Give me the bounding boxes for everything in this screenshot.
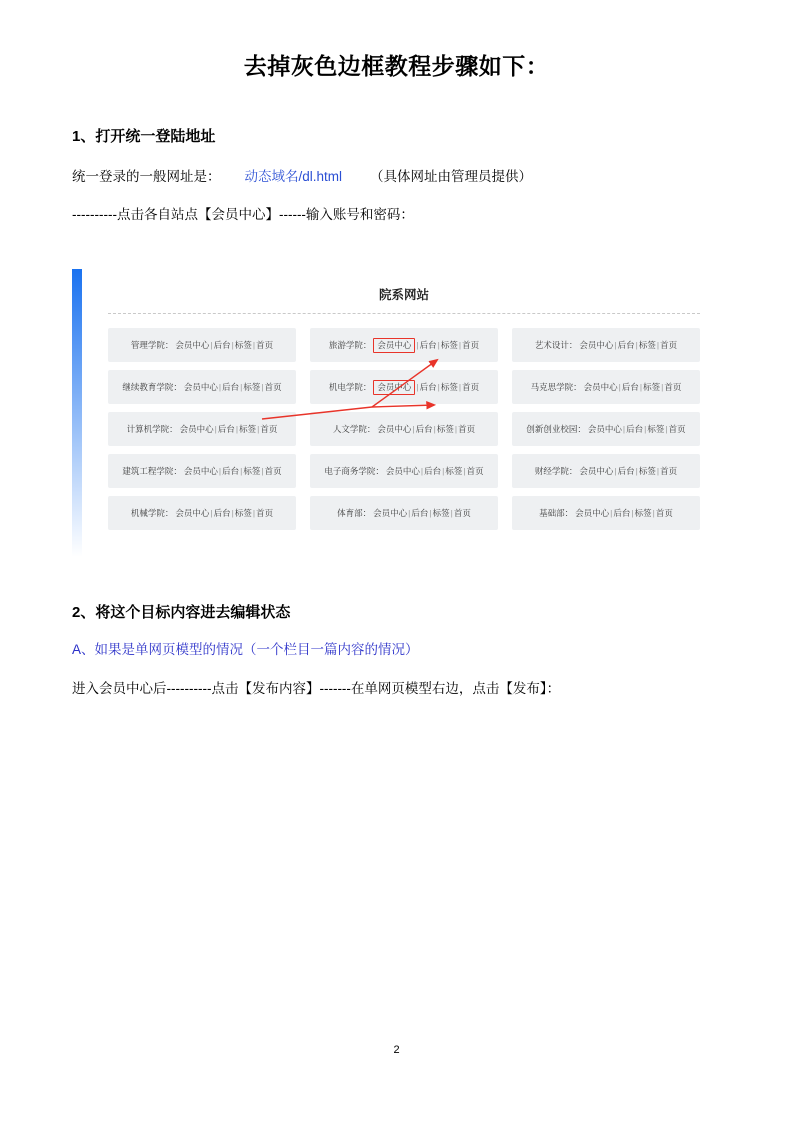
department-link[interactable]: 首页 — [462, 382, 480, 393]
department-link[interactable]: 首页 — [660, 466, 678, 477]
department-link[interactable]: 会员中心 — [175, 340, 210, 351]
link-separator: | — [644, 424, 647, 435]
link-separator: | — [240, 466, 243, 477]
link-separator: | — [416, 340, 419, 351]
department-link[interactable]: 首页 — [256, 508, 274, 519]
department-link[interactable]: 后台 — [617, 466, 635, 477]
department-label: 机电学院： — [328, 382, 372, 393]
department-link[interactable]: 首页 — [655, 508, 673, 519]
department-link[interactable]: 后台 — [411, 508, 429, 519]
department-link[interactable]: 标签 — [432, 508, 450, 519]
department-link[interactable]: 首页 — [458, 424, 476, 435]
department-link[interactable]: 标签 — [647, 424, 665, 435]
screenshot-member-portal — [72, 257, 720, 557]
page-title: 去掉灰色边框教程步骤如下： — [243, 53, 550, 79]
department-cell[interactable] — [512, 496, 700, 530]
link-separator: | — [408, 508, 411, 519]
link-separator: | — [240, 382, 243, 393]
link-separator: | — [261, 466, 264, 477]
department-link[interactable]: 后台 — [213, 508, 231, 519]
link-separator: | — [429, 508, 432, 519]
department-link[interactable]: 标签 — [234, 340, 252, 351]
department-cell[interactable] — [108, 328, 296, 362]
department-label: 基础部： — [539, 508, 574, 519]
section-2-line: 进入会员中心后----------点击【发布内容】-------在单网页模型右边，点击【发布】： — [72, 681, 561, 697]
link-separator: | — [231, 340, 234, 351]
department-link[interactable]: 后台 — [621, 382, 639, 393]
department-link-highlighted[interactable]: 会员中心 — [373, 380, 415, 395]
department-link[interactable]: 首页 — [664, 382, 682, 393]
link-separator: | — [235, 424, 239, 435]
link-separator: | — [614, 466, 617, 477]
link-separator: | — [433, 424, 436, 435]
link-separator: | — [252, 340, 256, 351]
department-link[interactable]: 后台 — [222, 466, 240, 477]
link-separator: | — [652, 508, 655, 519]
link-separator: | — [631, 508, 634, 519]
department-link[interactable]: 会员中心 — [373, 508, 408, 519]
link-separator: | — [665, 424, 668, 435]
department-link[interactable]: 后台 — [617, 340, 635, 351]
section-1-line-1 — [72, 146, 721, 190]
department-link[interactable]: 标签 — [445, 466, 463, 477]
department-link[interactable]: 首页 — [466, 466, 484, 477]
link-separator: | — [656, 340, 660, 351]
department-link[interactable]: 会员中心 — [377, 424, 412, 435]
link-separator: | — [218, 466, 222, 477]
screenshot-left-accent-bar — [72, 269, 82, 557]
section-2-blue-note: A、如果是单网页模型的情况（一个栏目一篇内容的情况） — [72, 642, 419, 658]
department-link[interactable]: 会员中心 — [579, 340, 614, 351]
department-link[interactable]: 后台 — [626, 424, 644, 435]
department-link[interactable]: 会员中心 — [175, 508, 210, 519]
department-link[interactable]: 后台 — [424, 466, 442, 477]
link-separator: | — [463, 466, 466, 477]
department-link[interactable]: 会员中心 — [575, 508, 610, 519]
department-link[interactable]: 后台 — [419, 340, 437, 351]
department-link[interactable]: 后台 — [415, 424, 433, 435]
department-link[interactable]: 标签 — [440, 340, 458, 351]
department-label: 机械学院： — [130, 508, 174, 519]
department-label: 管理学院： — [130, 340, 174, 351]
department-label: 旅游学院： — [328, 340, 372, 351]
link-separator: | — [261, 382, 264, 393]
login-url-link[interactable]: 动态域名/dl.html — [244, 169, 343, 184]
link-separator: | — [454, 424, 458, 435]
link-separator: | — [614, 340, 617, 351]
department-cell[interactable] — [108, 454, 296, 488]
department-cell[interactable] — [310, 454, 498, 488]
department-label: 马克思学院： — [530, 382, 582, 393]
link-separator: | — [231, 508, 234, 519]
section-1-line-2: ----------点击各自站点【会员中心】------输入账号和密码： — [72, 206, 414, 222]
department-link[interactable]: 首页 — [264, 382, 282, 393]
department-link[interactable]: 标签 — [243, 466, 261, 477]
department-link[interactable]: 会员中心 — [183, 466, 218, 477]
login-url-prefix: 统一登录的一般网址是： — [72, 169, 221, 184]
link-separator: | — [610, 508, 613, 519]
department-cell[interactable] — [310, 328, 498, 362]
login-url-suffix: （具体网址由管理员提供） — [370, 169, 533, 184]
link-separator: | — [252, 508, 256, 519]
link-separator: | — [635, 340, 638, 351]
department-label: 电子商务学院： — [324, 466, 384, 477]
screenshot-title: 院系网站 — [378, 288, 429, 303]
department-link[interactable]: 会员中心 — [583, 382, 618, 393]
section-1-heading: 1、打开统一登陆地址 — [72, 128, 216, 145]
link-separator: | — [639, 382, 643, 393]
department-link[interactable]: 标签 — [638, 340, 656, 351]
link-separator: | — [412, 424, 415, 435]
department-cell[interactable] — [108, 370, 296, 404]
department-link[interactable]: 首页 — [264, 466, 282, 477]
department-link[interactable]: 后台 — [613, 508, 631, 519]
department-grid — [108, 314, 700, 530]
link-separator: | — [210, 508, 213, 519]
link-separator: | — [257, 424, 260, 435]
department-link[interactable]: 首页 — [256, 340, 274, 351]
department-cell[interactable] — [512, 412, 700, 446]
screenshot-content — [108, 269, 700, 557]
department-link[interactable]: 首页 — [668, 424, 686, 435]
link-separator: | — [442, 466, 445, 477]
department-link[interactable]: 标签 — [239, 424, 257, 435]
department-link[interactable]: 会员中心 — [587, 424, 622, 435]
department-link[interactable]: 后台 — [217, 424, 235, 435]
link-separator: | — [450, 508, 453, 519]
link-separator: | — [437, 382, 440, 393]
department-link[interactable]: 会员中心 — [179, 424, 214, 435]
department-link[interactable]: 后台 — [222, 382, 240, 393]
department-cell[interactable] — [310, 370, 498, 404]
department-label: 人文学院： — [332, 424, 376, 435]
department-link[interactable]: 后台 — [419, 382, 437, 393]
department-label: 财经学院： — [534, 466, 578, 477]
department-cell[interactable] — [512, 370, 700, 404]
link-separator: | — [437, 340, 440, 351]
department-label: 建筑工程学院： — [122, 466, 182, 477]
department-cell[interactable] — [108, 412, 296, 446]
link-separator: | — [635, 466, 638, 477]
department-link[interactable]: 首页 — [660, 340, 678, 351]
department-label: 计算机学院： — [126, 424, 178, 435]
department-cell[interactable] — [512, 328, 700, 362]
link-separator: | — [458, 340, 462, 351]
department-link[interactable]: 首页 — [462, 340, 480, 351]
department-label: 体育部： — [337, 508, 372, 519]
link-separator: | — [622, 424, 626, 435]
department-link[interactable]: 首页 — [260, 424, 278, 435]
department-link[interactable]: 后台 — [213, 340, 231, 351]
department-cell[interactable] — [310, 496, 498, 530]
section-2-heading: 2、将这个目标内容进去编辑状态 — [72, 604, 291, 622]
link-separator: | — [661, 382, 664, 393]
department-label: 艺术设计： — [534, 340, 578, 351]
department-label: 创新创业校园： — [526, 424, 586, 435]
department-cell[interactable] — [108, 496, 296, 530]
page-number: 2 — [393, 1044, 400, 1056]
department-link-highlighted[interactable]: 会员中心 — [373, 338, 415, 353]
department-link[interactable]: 会员中心 — [579, 466, 614, 477]
link-separator: | — [618, 382, 621, 393]
department-link[interactable]: 标签 — [634, 508, 652, 519]
link-separator: | — [416, 382, 419, 393]
department-cell[interactable] — [512, 454, 700, 488]
department-link[interactable]: 标签 — [436, 424, 454, 435]
department-cell[interactable] — [310, 412, 498, 446]
department-link[interactable]: 会员中心 — [385, 466, 420, 477]
department-link[interactable]: 标签 — [243, 382, 261, 393]
department-link[interactable]: 首页 — [453, 508, 471, 519]
department-link[interactable]: 标签 — [234, 508, 252, 519]
link-separator: | — [458, 382, 462, 393]
department-link[interactable]: 会员中心 — [183, 382, 218, 393]
link-separator: | — [218, 382, 222, 393]
department-link[interactable]: 标签 — [643, 382, 661, 393]
link-separator: | — [420, 466, 424, 477]
link-separator: | — [210, 340, 213, 351]
link-separator: | — [656, 466, 660, 477]
department-link[interactable]: 标签 — [638, 466, 656, 477]
link-separator: | — [214, 424, 217, 435]
department-link[interactable]: 标签 — [440, 382, 458, 393]
department-label: 继续教育学院： — [122, 382, 182, 393]
